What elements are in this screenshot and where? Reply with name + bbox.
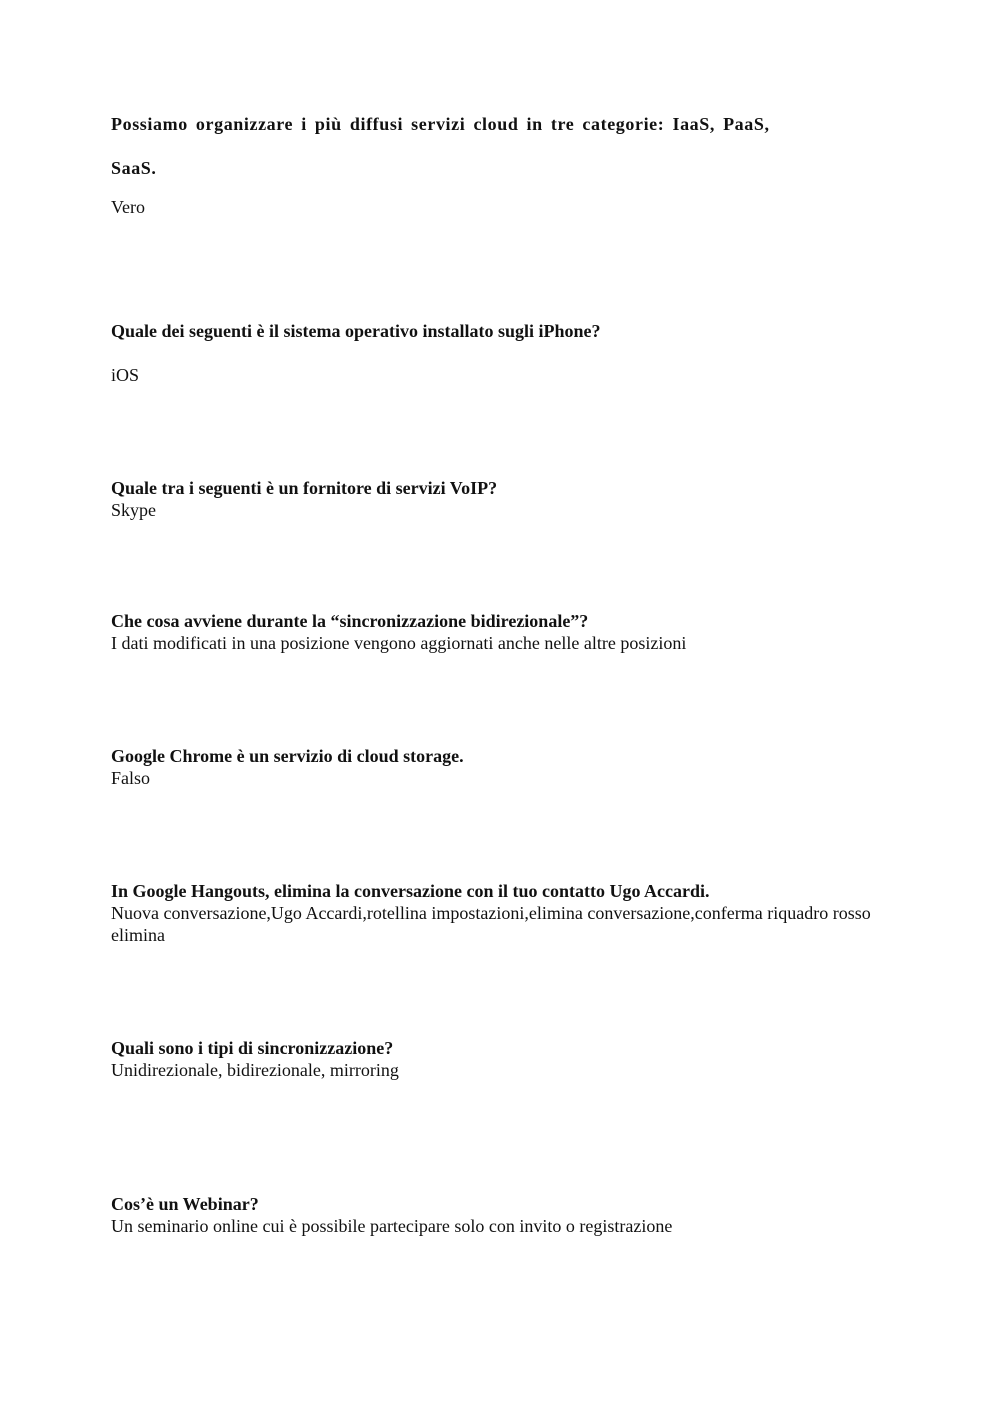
answer-text: Falso [111, 768, 151, 788]
qa-item [111, 1037, 891, 1081]
answer-text: Skype [111, 500, 156, 520]
answer-text: Un seminario online cui è possibile partecipare solo con invito o registrazione [111, 1216, 673, 1236]
question-text: Quale tra i seguenti è un fornitore di servizi VoIP? [111, 478, 498, 498]
answer-text: Vero [111, 197, 145, 217]
question-text: Cos’è un Webinar? [111, 1194, 259, 1214]
qa-item [111, 102, 891, 218]
question-text: Google Chrome è un servizio di cloud storage. [111, 746, 464, 766]
question-text: Quale dei seguenti è il sistema operativo installato sugli iPhone? [111, 321, 601, 341]
answer-text: Unidirezionale, bidirezionale, mirroring [111, 1060, 399, 1080]
answer-text: iOS [111, 365, 140, 385]
question-text-continued: SaaS. [111, 158, 157, 178]
answer-text: I dati modificati in una posizione vengono aggiornati anche nelle altre posizioni [111, 633, 687, 653]
qa-item [111, 1193, 891, 1237]
question-text: Quali sono i tipi di sincronizzazione? [111, 1038, 394, 1058]
qa-item [111, 477, 891, 521]
question-text: In Google Hangouts, elimina la conversazione con il tuo contatto Ugo Accardi. [111, 881, 710, 901]
qa-item [111, 320, 891, 386]
question-text: Che cosa avviene durante la “sincronizzazione bidirezionale”? [111, 611, 589, 631]
qa-item [111, 610, 891, 654]
question-text: Possiamo organizzare i più diffusi servizi cloud in tre categorie: IaaS, PaaS, [111, 114, 770, 134]
qa-item [111, 745, 891, 789]
qa-item [111, 880, 891, 946]
answer-text: Nuova conversazione,Ugo Accardi,rotellina impostazioni,elimina conversazione,conferma riquadro rosso elimina [111, 903, 871, 945]
